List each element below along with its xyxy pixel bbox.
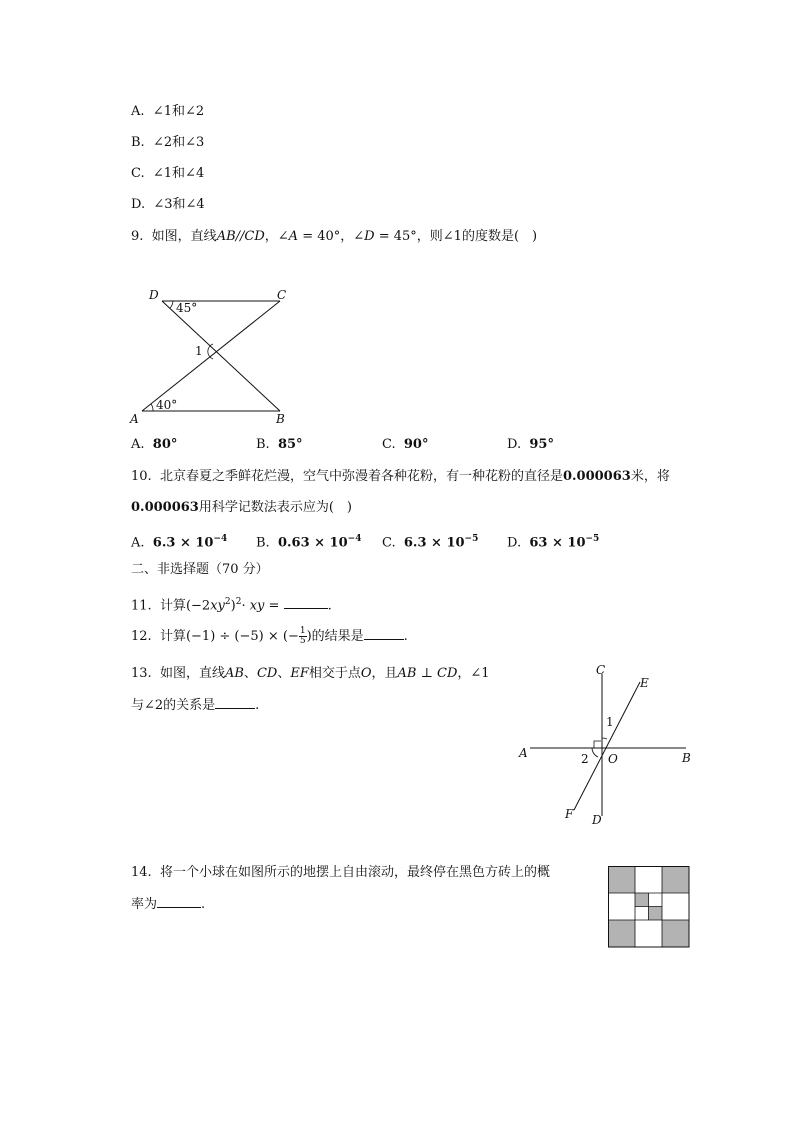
q13-label-a: A bbox=[519, 746, 528, 760]
q9-figure bbox=[120, 280, 310, 430]
q13-figure bbox=[510, 660, 710, 830]
q8-option-d: D. ∠3和∠4 bbox=[131, 197, 205, 212]
q9-angle-a: 40° bbox=[156, 398, 178, 412]
q13-label-e: E bbox=[640, 676, 649, 690]
q14-line2: 率为 . bbox=[131, 897, 206, 912]
q10-line1: 10. 北京春夏之季鲜花烂漫，空气中弥漫着各种花粉，有一种花粉的直径是0.000063米，将 bbox=[131, 469, 670, 484]
q12-answer-blank[interactable] bbox=[364, 627, 404, 640]
q9-angle-1: 1 bbox=[195, 344, 203, 358]
q9-label-a: A bbox=[130, 412, 139, 426]
q9-label-b: B bbox=[276, 412, 285, 426]
q13-label-b: B bbox=[682, 751, 691, 765]
section-2-heading: 二、非选择题（70 分） bbox=[131, 562, 269, 577]
q9-label-c: C bbox=[277, 288, 287, 302]
q11-answer-blank[interactable] bbox=[284, 596, 328, 609]
q11: 11. 计算$(-2xy^2)^2\cdot$ xy = . bbox=[131, 597, 332, 614]
q13-line1: 13. 如图，直线AB、CD、EF相交于点O，且AB ⊥ CD，∠1 bbox=[131, 666, 490, 681]
q9-stem: 9. 如图，直线AB//CD，∠A = 40°，∠D = 45°，则∠1的度数是( ) bbox=[131, 229, 538, 244]
q9-label-d: D bbox=[149, 288, 159, 302]
q13-label-d: D bbox=[592, 813, 602, 827]
q9-angle-d: 45° bbox=[176, 301, 198, 315]
q12: 12. 计算(−1) ÷ (−5) × (− $\frac{1}{5}$ )的结果是 . bbox=[131, 626, 408, 646]
q13-label-f: F bbox=[565, 807, 574, 821]
q8-option-c: C. ∠1和∠4 bbox=[131, 166, 205, 181]
q14-line1: 14. 将一个小球在如图所示的地摆上自由滚动，最终停在黑色方砖上的概 bbox=[131, 865, 550, 880]
q8-option-b: B. ∠2和∠3 bbox=[131, 135, 205, 150]
q14-tile-figure bbox=[608, 866, 690, 948]
q13-line2: 与∠2的关系是 . bbox=[131, 698, 260, 713]
q8-option-a: A. ∠1和∠2 bbox=[131, 104, 205, 119]
q13-label-o: O bbox=[608, 752, 618, 766]
q13-answer-blank[interactable] bbox=[215, 696, 255, 709]
q14-answer-blank[interactable] bbox=[157, 895, 201, 908]
q10-line2: 0.000063用科学记数法表示应为( ) bbox=[131, 500, 352, 515]
q13-angle-1: 1 bbox=[606, 715, 614, 729]
q13-angle-2: 2 bbox=[581, 752, 589, 766]
q13-label-c: C bbox=[596, 663, 606, 677]
